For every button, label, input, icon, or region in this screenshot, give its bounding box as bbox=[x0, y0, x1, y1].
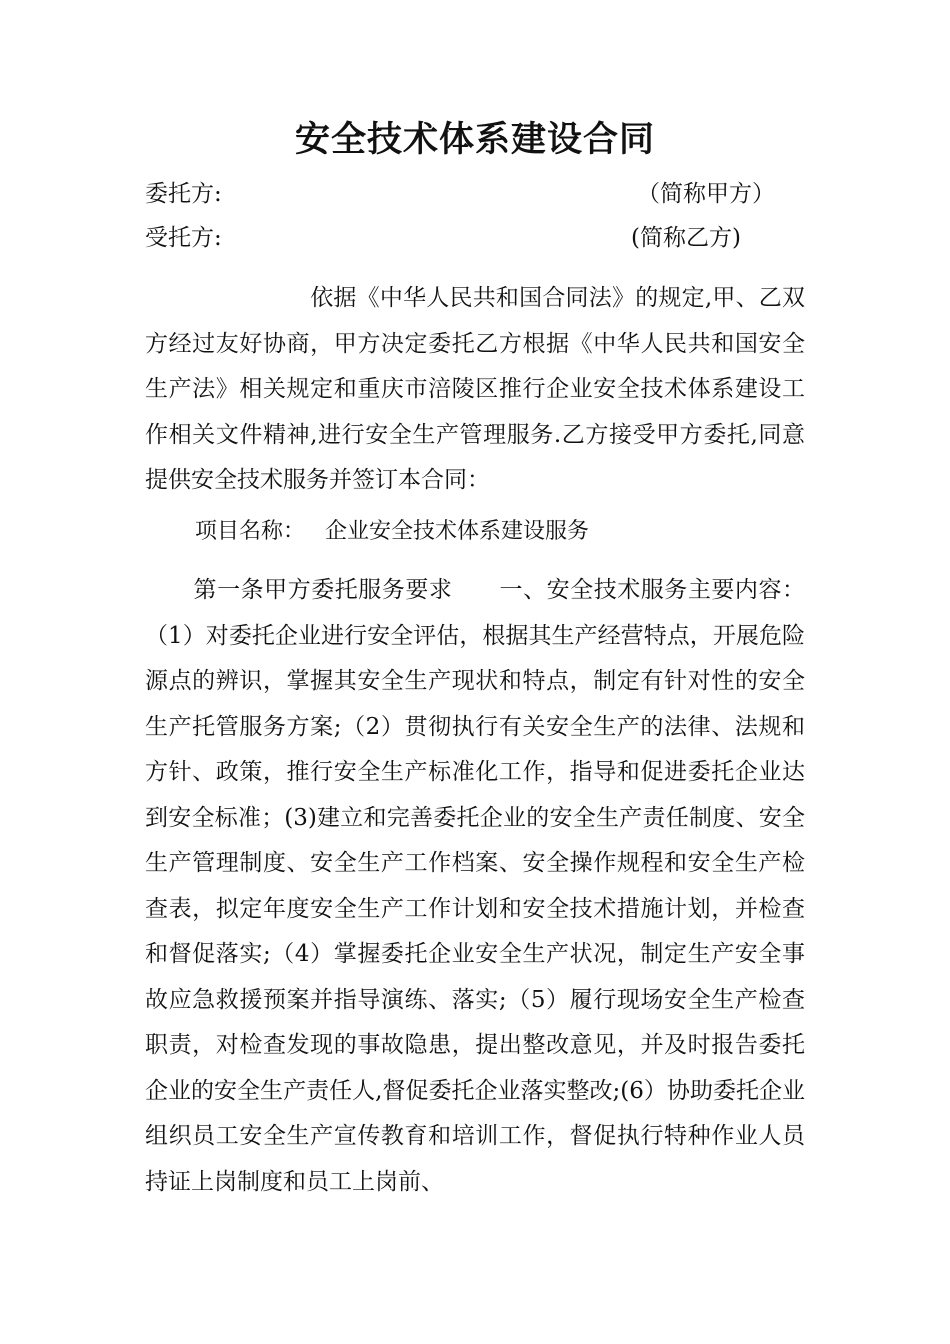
party-row-contractor bbox=[145, 218, 795, 258]
article-1-paragraph bbox=[145, 568, 805, 1205]
intro-paragraph bbox=[145, 276, 805, 504]
project-name-line bbox=[195, 512, 589, 552]
party-row-client bbox=[145, 174, 795, 214]
contractor-note: (简称乙方) bbox=[631, 225, 741, 251]
project-value: 企业安全技术体系建设服务 bbox=[325, 519, 590, 544]
project-label: 项目名称： bbox=[195, 519, 306, 544]
article-1-text: 第一条甲方委托服务要求 一、安全技术服务主要内容：（1）对委托企业进行安全评估，根据其生产经营特点，开展危险源点的辨识，掌握其安全生产现状和特点，制定有针对性的安全生产托管服务方案;（2）贯彻执行有关安全生产的法律、法规和方针、政策，推行安全生产标准化工作，指导和促进委托企业达到安全标准；(3)建立和完善委托企业的安全生产责任制度、安全生产管理制度、安全生产工作档案、安全操作规程和安全生产检查表，拟定年度安全生产工作计划和安全技术措施计划，并检查和督促落实;（4）掌握委托企业安全生产状况，制定生产安全事故应急救援预案并指导演练、落实;（5）履行现场安全生产检查职责，对检查发现的事故隐患，提出整改意见，并及时报告委托企业的安全生产责任人,督促委托企业落实整改;(6）协助委托企业组织员工安全生产宣传教育和培训工作，督促执行特种作业人员持证上岗制度和员工上岗前、 bbox=[145, 577, 805, 1195]
contractor-label: 受托方: bbox=[145, 225, 222, 251]
client-note: （简称甲方） bbox=[637, 181, 775, 207]
client-label: 委托方: bbox=[145, 181, 222, 207]
document-title: 安全技术体系建设合同 bbox=[294, 120, 655, 160]
intro-text: 依据《中华人民共和国合同法》的规定,甲、乙双方经过友好协商，甲方决定委托乙方根据《中华人民共和国安全生产法》相关规定和重庆市涪陵区推行企业安全技术体系建设工作相关文件精神,进行安全生产管理服务.乙方接受甲方委托,同意提供安全技术服务并签订本合同： bbox=[145, 285, 805, 493]
